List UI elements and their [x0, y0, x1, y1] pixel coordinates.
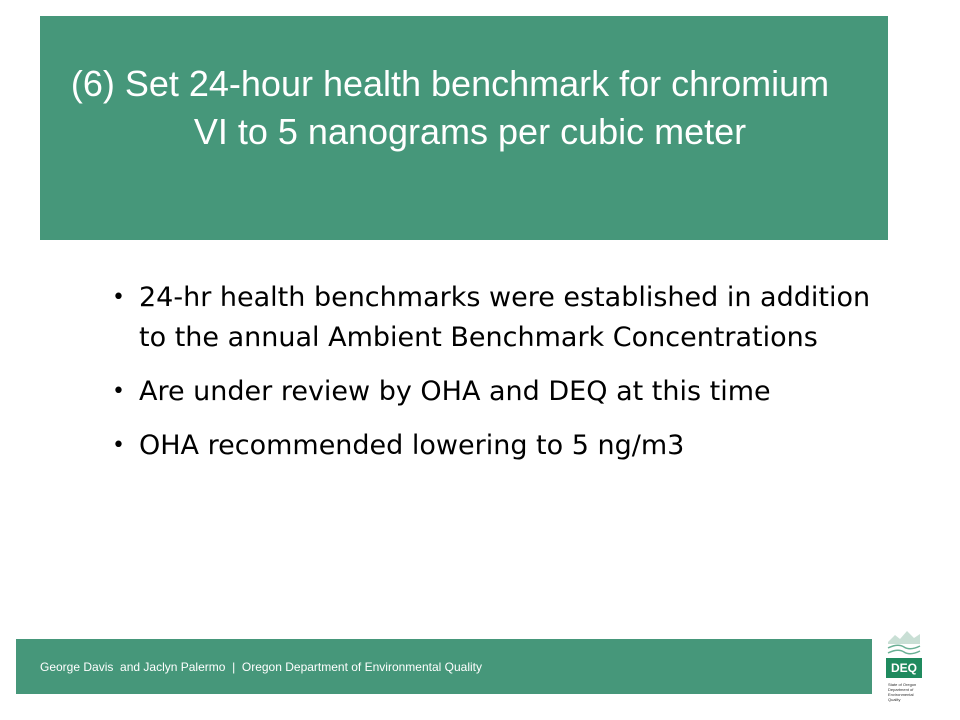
logo-caption-line: Environmental	[888, 692, 914, 697]
bullet-list	[112, 278, 872, 480]
bullet-icon: •	[112, 285, 125, 310]
logo-caption	[888, 682, 924, 702]
deq-logo	[884, 628, 924, 706]
slide-title: (6) Set 24-hour health benchmark for chromium VI to 5 nanograms per cubic meter	[70, 63, 830, 152]
bullet-item	[112, 278, 872, 358]
bullet-text: 24-hr health benchmarks were established in addition to the annual Ambient Benchmark Concentrations	[139, 282, 871, 353]
bullet-icon: •	[112, 379, 125, 404]
logo-caption-line: Department of	[888, 687, 914, 692]
title-banner	[40, 16, 888, 240]
logo-caption-line: State of Oregon	[888, 682, 917, 687]
bullet-item	[112, 426, 872, 466]
logo-caption-line: Quality	[888, 697, 901, 702]
logo-letters: DEQ	[890, 661, 917, 675]
footer-bar	[16, 639, 872, 694]
bullet-text: Are under review by OHA and DEQ at this time	[139, 376, 771, 407]
bullet-item	[112, 372, 872, 412]
footer-text: George Davis and Jaclyn Palermo | Oregon Department of Environmental Quality	[40, 660, 482, 674]
bullet-icon: •	[112, 433, 125, 458]
bullet-text: OHA recommended lowering to 5 ng/m3	[139, 430, 685, 461]
